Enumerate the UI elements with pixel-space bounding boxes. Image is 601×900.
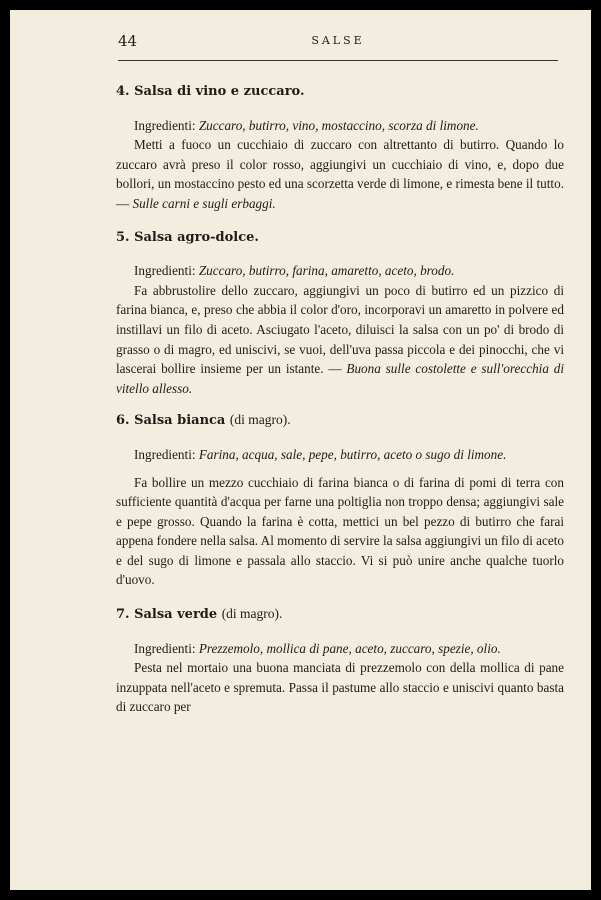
ingredients-list: Farina, acqua, sale, pepe, butirro, aceto o sugo di limone. — [198, 446, 507, 462]
page-body — [116, 82, 564, 717]
running-title: SALSE — [311, 34, 365, 47]
recipe-text — [116, 473, 564, 591]
recipe-title: 4. Salsa di vino e zuccaro. — [116, 84, 305, 99]
ingredients-list: Zuccaro, butirro, vino, mostaccino, scorza di limone. — [198, 117, 479, 133]
recipe-title: 5. Salsa agro-dolce. — [116, 229, 259, 245]
ingredients-line — [116, 445, 564, 465]
recipe-text — [116, 658, 564, 717]
ingredients-list: Zuccaro, butirro, farina, amaretto, aceto, brodo. — [198, 263, 455, 279]
recipe-title-suffix: (di magro). — [229, 412, 291, 428]
page-number: 44 — [118, 32, 138, 50]
running-head — [118, 32, 558, 54]
recipe-note: Sulle carni e sugli erbaggi. — [132, 195, 276, 211]
recipe-instructions: Pesta nel mortaio una buona manciata di prezzemolo con della mollica di pane inzuppata nell'aceto e spremuta. Passa il pastume allo staccio e uniscivi quanto basta di zuccaro per — [116, 660, 564, 715]
ingredients-line — [116, 639, 564, 659]
recipe-note: Buona sulle costolette e sull'orecchia di vitello allesso. — [116, 361, 564, 396]
ingredients-line — [116, 261, 564, 281]
recipe-text — [116, 135, 564, 213]
recipe-instructions: Fa bollire un mezzo cucchiaio di farina bianca o di farina di pomi di terra con sufficiente quantità d'acqua per farne una poltiglia non troppo densa; aggiungivi sale e pepe grosso. Quando la farina è cotta, mettici un bel pezzo di butirro che farai appena fondere nella salsa. Al momento di servire la salsa aggiungivi un filo di aceto e del sugo di limone e passala allo staccio. Vi si può unire anche qualche tuorlo d'uovo. — [116, 474, 564, 588]
recipe-title: 7. Salsa verde — [116, 607, 218, 623]
ingredients-label: Ingredienti: — [134, 640, 196, 656]
ingredients-label: Ingredienti: — [134, 263, 196, 279]
recipe-heading — [116, 410, 564, 431]
ingredients-line — [116, 116, 564, 136]
recipe-heading — [116, 228, 564, 248]
ingredients-label: Ingredienti: — [134, 446, 196, 462]
recipe-instructions: Metti a fuoco un cucchiaio di zuccaro con altrettanto di butirro. Quando lo zuccaro avrà preso il color rosso, aggiungivi un cucchiaio di vino, e, dopo due bollori, un mostaccino pesto ed una scorzetta verde di limone, e rimesta bene il tutto. — — [116, 137, 564, 211]
ingredients-list: Prezzemolo, mollica di pane, aceto, zuccaro, spezie, olio. — [198, 640, 501, 656]
recipe-title-suffix: (di magro). — [221, 606, 283, 622]
recipe-title: 6. Salsa bianca — [116, 413, 226, 429]
recipe-heading — [116, 82, 564, 102]
ingredients-label: Ingredienti: — [134, 117, 196, 133]
header-rule — [118, 60, 558, 61]
recipe-instructions: Fa abbrustolire dello zuccaro, aggiungivi un poco di butirro ed un pizzico di farina bianca, e, preso che abbia il color d'oro, incorporavi un amaretto in polvere ed instillavi un filo di aceto. Asciugato l'aceto, diluisci la salsa con un po' di brodo di grasso o di magro, ed uniscivi, se vuoi, dell'uva passa piccola e dei pinocchi, che vi lascerai bollire insieme per un istante. — — [116, 282, 564, 377]
book-page — [10, 10, 591, 890]
recipe-heading — [116, 604, 564, 625]
recipe-text — [116, 281, 564, 399]
